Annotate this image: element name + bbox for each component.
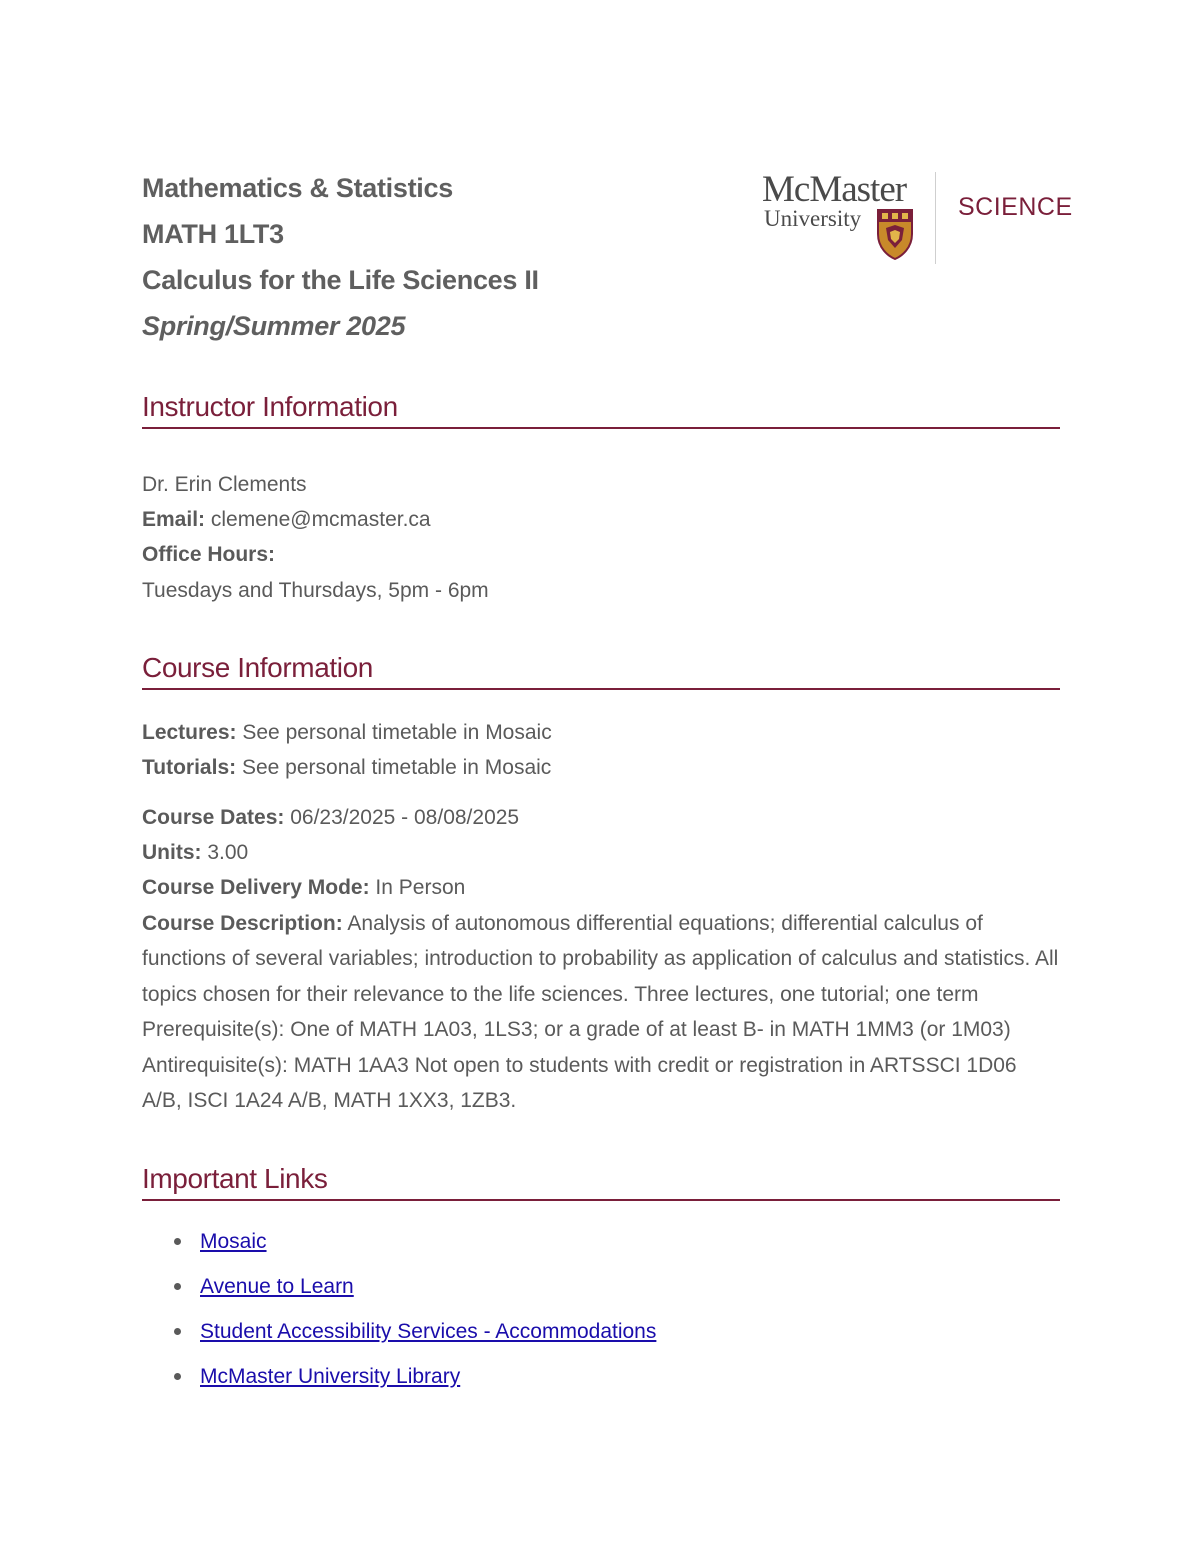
course-title: Calculus for the Life Sciences II (142, 265, 539, 295)
mosaic-link[interactable]: Mosaic (200, 1230, 267, 1253)
units-label: Units: (142, 841, 202, 864)
email-label: Email: (142, 508, 206, 531)
bullet-icon (174, 1373, 181, 1380)
mcmaster-shield-icon (876, 208, 914, 260)
office-hours-label: Office Hours: (142, 543, 276, 566)
units-line (142, 838, 1060, 868)
instructor-section-heading: Instructor Information (142, 389, 1060, 429)
links-section-heading: Important Links (142, 1161, 1060, 1201)
list-item (172, 1315, 656, 1360)
office-hours-value: Tuesdays and Thursdays, 5pm - 6pm (142, 579, 489, 602)
course-dates-label: Course Dates: (142, 806, 285, 829)
course-section-heading: Course Information (142, 650, 1060, 690)
office-hours-label-line (142, 540, 1060, 570)
delivery-mode-value: In Person (375, 876, 466, 899)
course-title-block (142, 168, 742, 352)
library-link[interactable]: McMaster University Library (200, 1365, 461, 1388)
mcmaster-science-logo (762, 168, 1073, 264)
logo-mcmaster-text: McMaster (762, 169, 907, 210)
list-item (172, 1270, 656, 1315)
course-dates-line (142, 803, 1060, 833)
delivery-mode-line (142, 873, 1060, 903)
lectures-value: See personal timetable in Mosaic (242, 721, 552, 744)
course-term: Spring/Summer 2025 (142, 311, 406, 341)
list-item (172, 1360, 656, 1405)
lectures-label: Lectures: (142, 721, 237, 744)
logo-science-text: SCIENCE (958, 193, 1073, 221)
bullet-icon (174, 1238, 181, 1245)
instructor-email-line (142, 505, 1060, 535)
instructor-name: Dr. Erin Clements (142, 473, 307, 496)
instructor-email: clemene@mcmaster.ca (210, 508, 431, 531)
tutorials-line (142, 753, 1060, 783)
list-item (172, 1225, 656, 1270)
accessibility-services-link[interactable]: Student Accessibility Services - Accommodations (200, 1320, 657, 1343)
tutorials-label: Tutorials: (142, 756, 237, 779)
course-description-text: Analysis of autonomous differential equations; differential calculus of functions of several variables; introduction to probability as application of calculus and statistics. All topics chosen for their relevance to the life sciences. Three lectures, one tutorial; one term Prerequisite(s): One of MATH 1A03, 1LS3; or a grade of at least B- in MATH 1MM3 (or 1M03) Antirequisite(s): MATH 1AA3 Not open to students with credit or registration in ARTSSCI 1D06 A/B, ISCI 1A24 A/B, MATH 1XX3, 1ZB3. (142, 912, 1059, 1113)
course-description (142, 906, 1060, 1118)
avenue-to-learn-link[interactable]: Avenue to Learn (200, 1275, 354, 1298)
bullet-icon (174, 1328, 181, 1335)
tutorials-value: See personal timetable in Mosaic (241, 756, 552, 779)
lectures-line (142, 718, 1060, 748)
course-dates-value: 06/23/2025 - 08/08/2025 (290, 806, 520, 829)
course-description-label: Course Description: (142, 912, 343, 935)
course-code: MATH 1LT3 (142, 219, 284, 249)
units-value: 3.00 (207, 841, 249, 864)
department-name: Mathematics & Statistics (142, 173, 453, 203)
logo-divider (935, 172, 936, 264)
important-links-list (172, 1225, 656, 1405)
logo-university-text: University (764, 206, 862, 231)
delivery-mode-label: Course Delivery Mode: (142, 876, 370, 899)
bullet-icon (174, 1283, 181, 1290)
